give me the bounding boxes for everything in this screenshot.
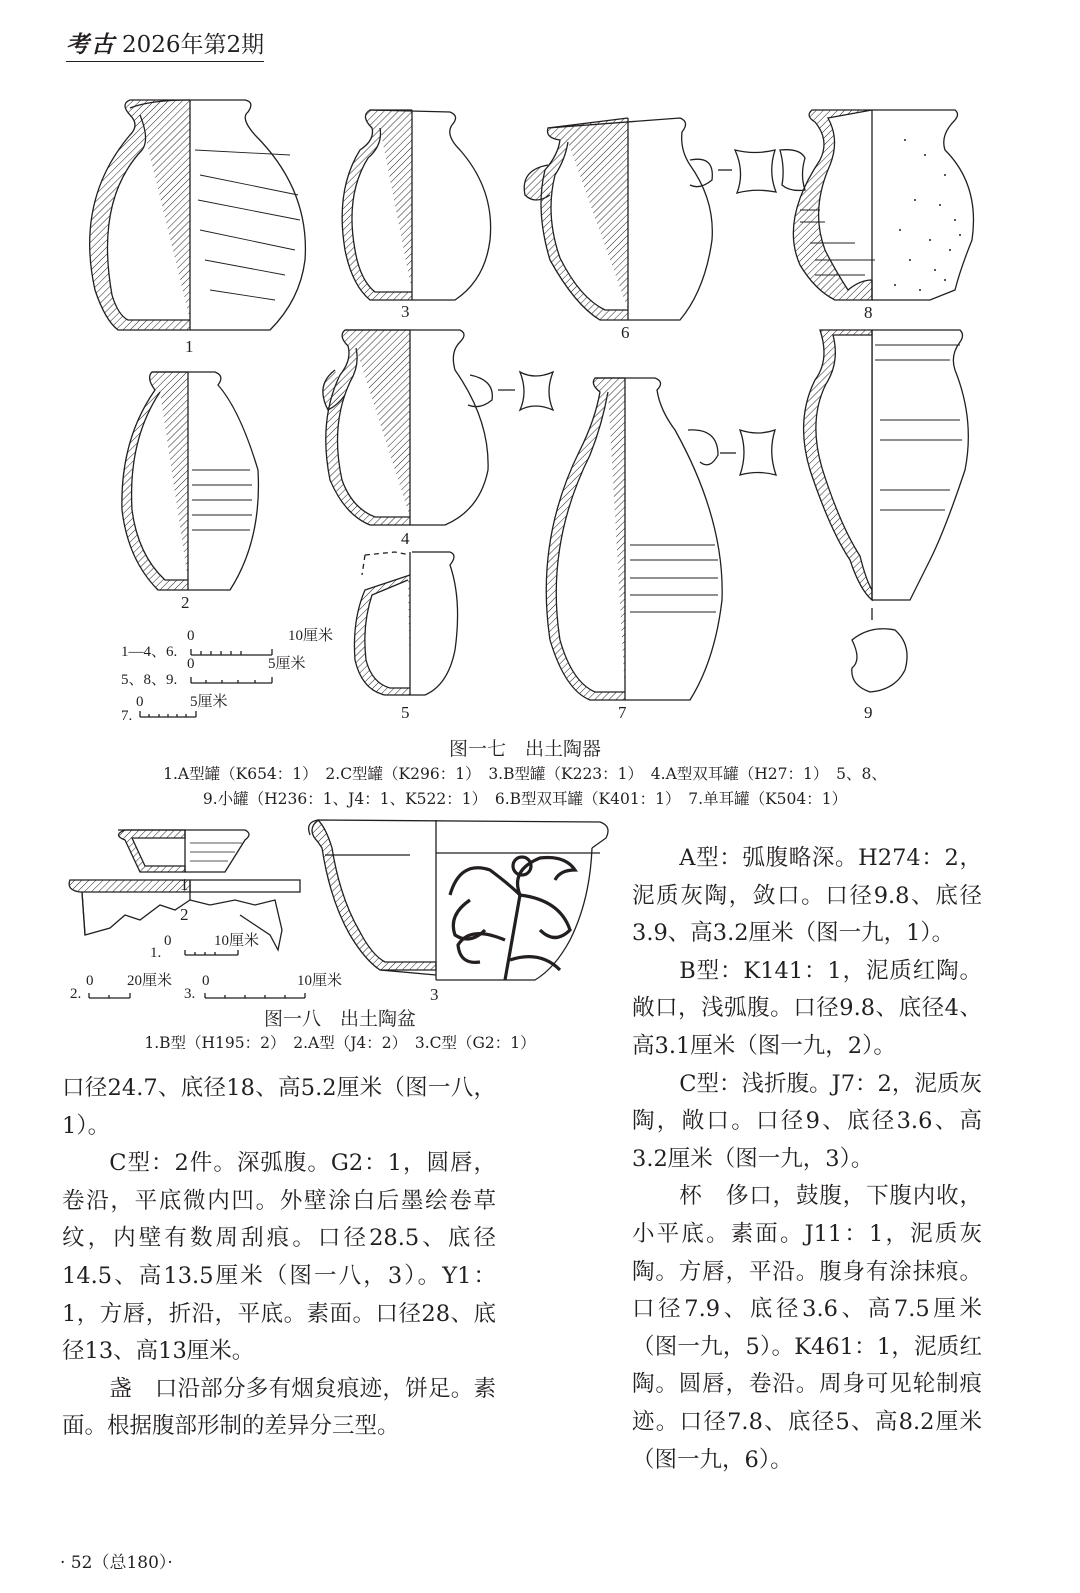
basin-1-drawing [118,830,249,872]
scale-zero: 0 [164,933,172,949]
figure-17-title: 图一七 出土陶器 [448,738,601,760]
scale-zero: 0 [86,973,94,989]
vessel-8-drawing [780,110,973,300]
scale-label-2: 5、8、9. [121,672,178,688]
basin-number-2: 2 [180,905,189,924]
scale-end: 10厘米 [288,628,334,644]
item-number-4: 4 [401,529,410,548]
scale-label-3: 7. [121,708,133,724]
scale-bar-10cm [191,649,272,655]
left-column [62,1070,496,1446]
scale-end: 5厘米 [268,656,306,672]
journal-logo: 考古 [66,31,116,58]
item-number-5: 5 [401,703,410,722]
figure-18-title: 图一八 出土陶盆 [263,1008,416,1030]
scale-label: 1. [150,945,162,961]
vessel-5-drawing [354,552,457,695]
item-number-1: 1 [185,337,194,356]
figure-18-caption: 1.B型（H195：2） 2.A型（J4：2） 3.C型（G2：1） [144,1034,536,1052]
right-column [632,840,982,1479]
vessel-4-drawing [323,330,553,525]
scale-bar-5cm-b [140,711,196,717]
scale-end: 10厘米 [297,973,343,989]
figure-17-caption-line2: 9.小罐（H236：1、J4：1、K522：1） 6.B型双耳罐（K401：1） 7.单耳罐（K504：1） [202,790,848,808]
scale-zero: 0 [202,973,210,989]
scale-label: 3. [184,986,196,1002]
basin-number-1: 1 [180,875,189,894]
scale-zero: 0 [187,628,195,644]
scale-zero: 0 [187,656,195,672]
scale-label-1: 1—4、6. [121,644,178,660]
issue-label: 2026年第2期 [122,32,265,58]
scale-end: 10厘米 [214,933,260,949]
scale-label: 2. [70,986,82,1002]
paragraph: A型：弧腹略深。H274：2，泥质灰陶，敛口。口径9.8、底径3.9、高3.2厘米（图一九，1）。 [632,845,982,947]
item-number-3: 3 [401,302,410,321]
item-number-9: 9 [864,703,873,722]
vessel-9-drawing [804,330,969,692]
vessel-1-drawing [90,100,306,330]
paragraph: 杯 侈口，鼓腹，下腹内收，小平底。素面。J11：1，泥质灰陶。方唇，平沿。腹身有涂抹痕。口径7.9、底径3.6、高7.5厘米（图一九，5）。K461：1，泥质红陶。圆唇，卷沿。周身可见轮制痕迹。口径7.8、底径5、高8.2厘米（图一九，6）。 [632,1183,982,1473]
item-number-6: 6 [621,323,630,342]
item-number-2: 2 [181,593,190,612]
item-number-8: 8 [864,303,873,322]
page-number: · 52（总180）· [60,1553,173,1573]
vessel-2-drawing [122,372,259,590]
scale-bar-5cm [191,677,272,683]
basin-number-3: 3 [430,985,439,1004]
scale-zero: 0 [136,694,144,710]
item-number-7: 7 [618,703,627,722]
vessel-7-drawing [546,378,776,700]
scale-end: 20厘米 [127,973,173,989]
scale-end: 5厘米 [190,694,228,710]
paragraph: C型：2件。深弧腹。G2：1，圆唇，卷沿，平底微内凹。外壁涂白后墨绘卷草纹，内壁有数周刮痕。口径28.5、底径14.5、高13.5厘米（图一八，3）。Y1：1，方唇，折沿，平底。素面。口径28、底径13、高13厘米。 [62,1150,496,1365]
paragraph: 口径24.7、底径18、高5.2厘米（图一八，1）。 [62,1075,496,1139]
paragraph: C型：浅折腹。J7：2，泥质灰陶，敞口。口径9、底径3.6、高3.2厘米（图一九，3）。 [632,1070,982,1172]
basin-3-drawing [309,820,608,980]
paragraph: 盏 口沿部分多有烟炱痕迹，饼足。素面。根据腹部形制的差异分三型。 [62,1375,496,1440]
paragraph: B型：K141：1，泥质红陶。敞口，浅弧腹。口径9.8、底径4、高3.1厘米（图一九，2）。 [632,957,982,1059]
figure-17-caption-line1: 1.A型罐（K654：1） 2.C型罐（K296：1） 3.B型罐（K223：1） 4.A型双耳罐（H27：1） 5、8、 [163,765,887,783]
vessel-3-drawing [342,110,490,300]
vessel-6-drawing [524,118,776,320]
